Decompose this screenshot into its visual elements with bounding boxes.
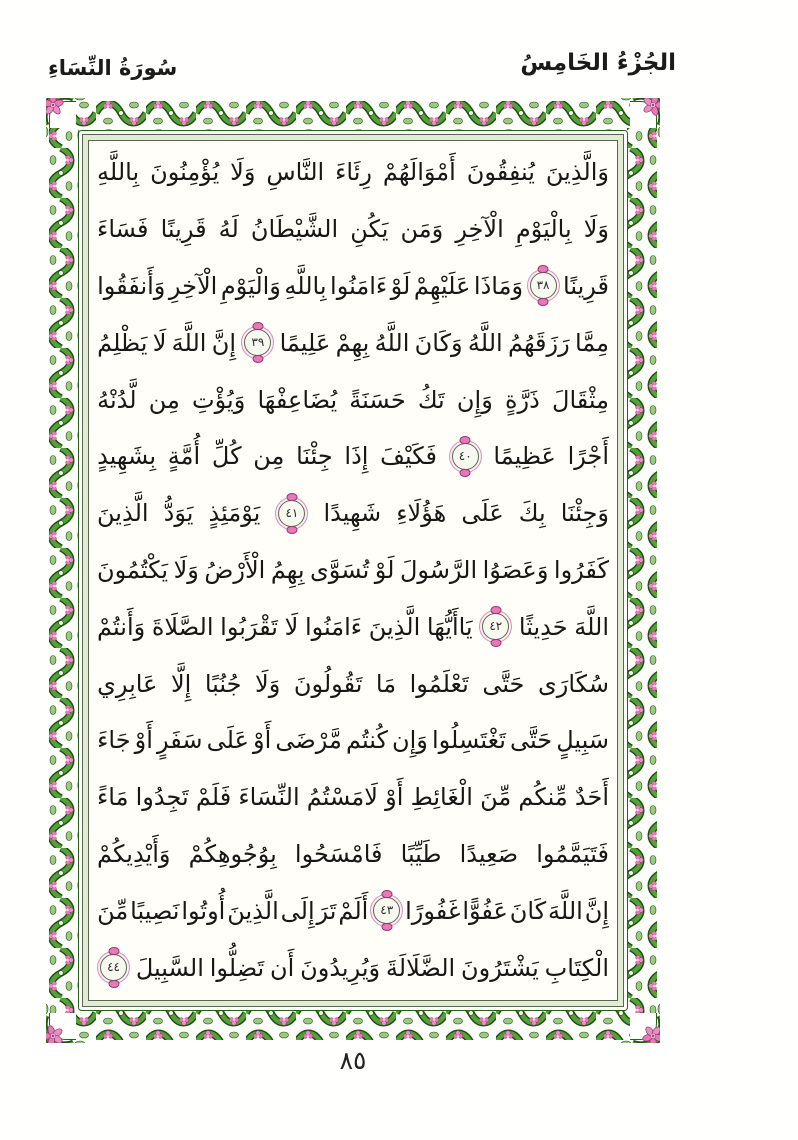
quran-word: حَتَّى [510, 726, 553, 755]
ayah-number: ٣٨ [536, 278, 550, 293]
quran-word: يَكْتُمُونَ [97, 555, 169, 584]
quran-word: يُؤْمِنُونَ [150, 158, 220, 187]
ayah-marker [278, 500, 305, 527]
ayah-number: ٤٢ [489, 619, 503, 634]
quran-word: وَلَا [173, 555, 199, 584]
quran-word: وَأَيْدِيكُمْ [97, 839, 171, 868]
quran-word: مِّنَ [97, 896, 129, 925]
quran-word: سُكَارَى [537, 669, 609, 698]
quran-word: حَتَّى [482, 669, 525, 698]
quran-word: ءَامَنُوا [330, 271, 388, 300]
ayah-marker [452, 443, 479, 470]
quran-word: وَإِن [391, 726, 428, 755]
quran-text-block [88, 141, 618, 1001]
quran-word: وَكَانَ [414, 328, 463, 357]
quran-line [97, 201, 609, 258]
quran-word: يَوَدُّ [163, 499, 194, 528]
quran-word: بِشَهِيدٍ [97, 442, 157, 471]
quran-word: قَرِينًا [160, 215, 207, 244]
quran-word: ءَامَنُوا [304, 612, 363, 641]
quran-word: غَفُورًا [405, 896, 461, 925]
quran-word: ذَرَّةٍ [504, 385, 540, 414]
quran-line [97, 655, 609, 712]
quran-line [97, 769, 609, 826]
quran-word: يُضَاعِفْهَا [257, 385, 338, 414]
quran-word: تَكُ [417, 385, 445, 414]
quran-word: وَلَا [230, 158, 256, 187]
quran-word: الَّذِينَ [227, 896, 279, 925]
quran-word: النِّسَاءَ [238, 783, 300, 812]
quran-word: سَفَرٍ [157, 726, 203, 755]
quran-word: إِذَا [344, 442, 369, 471]
quran-word: أُوتُوا [181, 896, 226, 925]
quran-word: أَمْوَالَهُمْ [382, 158, 456, 187]
quran-word: لَهُ [218, 215, 239, 244]
quran-word: اللَّهَ [548, 896, 583, 925]
quran-word: وَيُرِيدُونَ [300, 953, 381, 982]
quran-word: فَسَاءَ [97, 215, 149, 244]
quran-word: صَعِيدًا [459, 839, 519, 868]
quran-line [97, 144, 609, 201]
quran-word: يُنفِقُونَ [466, 158, 535, 187]
quran-word: تَقُولُونَ [293, 669, 363, 698]
quran-word: مَاءً [97, 783, 129, 812]
quran-word: وَالْيَوْمِ [220, 271, 281, 300]
quran-word: مِمَّا [574, 328, 609, 357]
quran-word: تَجِدُوا [135, 783, 189, 812]
quran-word: السَّبِيلَ [135, 953, 204, 982]
quran-word: وَأَنتُمْ [97, 612, 146, 641]
quran-word: يَاأَيُّهَا [426, 612, 473, 641]
quran-word: وَجِئْنَا [560, 499, 609, 528]
quran-word: بِكَ [518, 499, 546, 528]
quran-word: مَا [375, 669, 397, 698]
quran-word: أَوْ [385, 783, 404, 812]
quran-word: فَلَمْ [195, 783, 232, 812]
quran-word: كَانَ [509, 896, 547, 925]
quran-word: الْكِتَابِ [544, 953, 609, 982]
quran-word: النَّاسِ [266, 158, 325, 187]
ayah-marker [530, 272, 557, 299]
quran-word: حَسَنَةً [349, 385, 406, 414]
quran-word: فَكَيْفَ [380, 442, 437, 471]
quran-line [97, 542, 609, 599]
ayah-number: ٤٤ [107, 960, 120, 975]
quran-word: الْغَائِطِ [410, 783, 473, 812]
quran-line [97, 826, 609, 883]
quran-word: وَلَا [583, 215, 609, 244]
quran-word: رِئَاءَ [335, 158, 372, 187]
quran-word: كُنتُم [345, 726, 388, 755]
quran-word: تَغْتَسِلُوا [431, 726, 506, 755]
quran-word: شَهِيدًا [323, 499, 382, 528]
quran-word: وَمَن [400, 215, 444, 244]
quran-word: تَرَ [316, 896, 337, 925]
quran-word: وَالَّذِينَ [545, 158, 609, 187]
quran-word: اللَّهُ [374, 328, 410, 357]
quran-word: لَّدُنْهُ [97, 385, 137, 414]
quran-word: عَلِيمًا [279, 328, 331, 357]
quran-line [97, 712, 609, 769]
quran-word: مِّنكُم [518, 783, 568, 812]
border-band-bottom [76, 1010, 630, 1040]
quran-word: نَصِيبًا [130, 896, 180, 925]
quran-word: لَا [152, 328, 167, 357]
quran-word: اللَّهَ [574, 612, 609, 641]
quran-word: جِئْنَا [296, 442, 333, 471]
quran-line [97, 939, 609, 996]
quran-line [97, 485, 609, 542]
quran-word: لَا [284, 612, 299, 641]
quran-word: الْآخِرِ [455, 215, 504, 244]
quran-line [97, 598, 609, 655]
quran-word: أَوْ [134, 726, 153, 755]
quran-word: الْأَرْضُ [204, 555, 266, 584]
ayah-marker [373, 897, 400, 924]
ayah-number: ٤٠ [458, 448, 472, 463]
quran-line [97, 428, 609, 485]
quran-word: عَلَى [461, 499, 504, 528]
quran-word: مِن [253, 442, 285, 471]
quran-word: قَرِينًا [563, 271, 609, 300]
ayah-marker [244, 329, 271, 356]
quran-word: تُسَوَّى [310, 555, 370, 584]
surah-title: سُورَةُ النِّسَاءِ [48, 56, 178, 80]
quran-word: لَوْ [390, 271, 411, 300]
ayah-marker [100, 954, 127, 981]
quran-word: لَامَسْتُمُ [306, 783, 378, 812]
quran-word: إِلَى [280, 896, 315, 925]
quran-word: مَّرْضَى [275, 726, 342, 755]
quran-word: وَيُؤْتِ [192, 385, 246, 414]
quran-line [97, 371, 609, 428]
border-band-top [76, 101, 630, 131]
quran-word: إِلَّا [170, 669, 192, 698]
quran-word: وَمَاذَا [473, 271, 524, 300]
quran-word: أَن [270, 953, 295, 982]
quran-word: مِّنَ [480, 783, 512, 812]
quran-word: اللَّهَ [171, 328, 207, 357]
quran-word: لَوْ [374, 555, 395, 584]
quran-word: بِهِمْ [335, 328, 370, 357]
quran-word: حَدِيثًا [518, 612, 568, 641]
quran-word: اللَّهُ [467, 328, 503, 357]
quran-word: رَزَقَهُمُ [507, 328, 570, 357]
quran-word: فَامْسَحُوا [294, 839, 383, 868]
quran-word: كُلِّ [211, 442, 242, 471]
quran-word: الْآخِرِ [168, 271, 218, 300]
quran-word: بِاللَّهِ [97, 158, 140, 187]
quran-word: الَّذِينَ [368, 612, 421, 641]
quran-word: أُمَّةٍ [167, 442, 201, 471]
quran-word: الشَّيْطَانُ [250, 215, 339, 244]
quran-word: عَلَى [206, 726, 249, 755]
quran-word: بِالْيَوْمِ [515, 215, 572, 244]
juz-title: الجُزْءُ الخَامِسُ [520, 50, 676, 76]
quran-word: تَعْلَمُوا [409, 669, 469, 698]
ayah-number: ٤٣ [380, 903, 394, 918]
quran-word: أَجْرًا [567, 442, 609, 471]
quran-line [97, 258, 609, 315]
quran-word: وَأَنفَقُوا [97, 271, 166, 300]
quran-word: تَقْرَبُوا [220, 612, 278, 641]
quran-line [97, 882, 609, 939]
ayah-number: ٤١ [285, 505, 299, 520]
quran-word: هَؤُلَاءِ [396, 499, 447, 528]
quran-word: الضَّلَالَةَ [385, 953, 456, 982]
quran-word: بِوُجُوهِكُمْ [188, 839, 277, 868]
quran-word: يَوْمَئِذٍ [208, 499, 261, 528]
quran-word: الرَّسُولَ [399, 555, 478, 584]
quran-word: يَكُنِ [350, 215, 389, 244]
quran-word: يَظْلِمُ [97, 328, 148, 357]
quran-word: بِهِمُ [270, 555, 305, 584]
quran-word: الَّذِينَ [97, 499, 149, 528]
quran-word: أَلَمْ [338, 896, 369, 925]
quran-word: وَإِن [456, 385, 493, 414]
quran-word: الصَّلَاةَ [151, 612, 214, 641]
quran-word: جَاءَ [97, 726, 131, 755]
quran-word: أَحَدٌ [574, 783, 609, 812]
border-band-left [49, 128, 79, 1013]
border-band-right [627, 128, 657, 1013]
quran-word: وَلَا [255, 669, 281, 698]
quran-word: أَوْ [253, 726, 272, 755]
quran-word: عَظِيمًا [493, 442, 556, 471]
ayah-marker [482, 613, 509, 640]
quran-word: مِن [148, 385, 180, 414]
quran-line [97, 314, 609, 371]
quran-word: سَبِيلٍ [556, 726, 609, 755]
quran-word: وَعَصَوُا [482, 555, 549, 584]
quran-word: كَفَرُوا [553, 555, 609, 584]
quran-word: تَضِلُّوا [209, 953, 265, 982]
quran-word: إِنَّ [584, 896, 609, 925]
ayah-number: ٣٩ [251, 335, 265, 350]
quran-word: عَفُوًّا [462, 896, 508, 925]
quran-word: بِاللَّهِ [284, 271, 327, 300]
quran-word: عَابِرِي [97, 669, 158, 698]
quran-word: جُنُبًا [204, 669, 242, 698]
quran-word: طَيِّبًا [400, 839, 442, 868]
page-number: ٨٥ [339, 1046, 367, 1075]
quran-word: إِنَّ [211, 328, 237, 357]
quran-word: فَتَيَمَّمُوا [536, 839, 609, 868]
quran-word: عَلَيْهِمْ [413, 271, 471, 300]
quran-word: يَشْتَرُونَ [461, 953, 539, 982]
quran-word: مِثْقَالَ [552, 385, 609, 414]
